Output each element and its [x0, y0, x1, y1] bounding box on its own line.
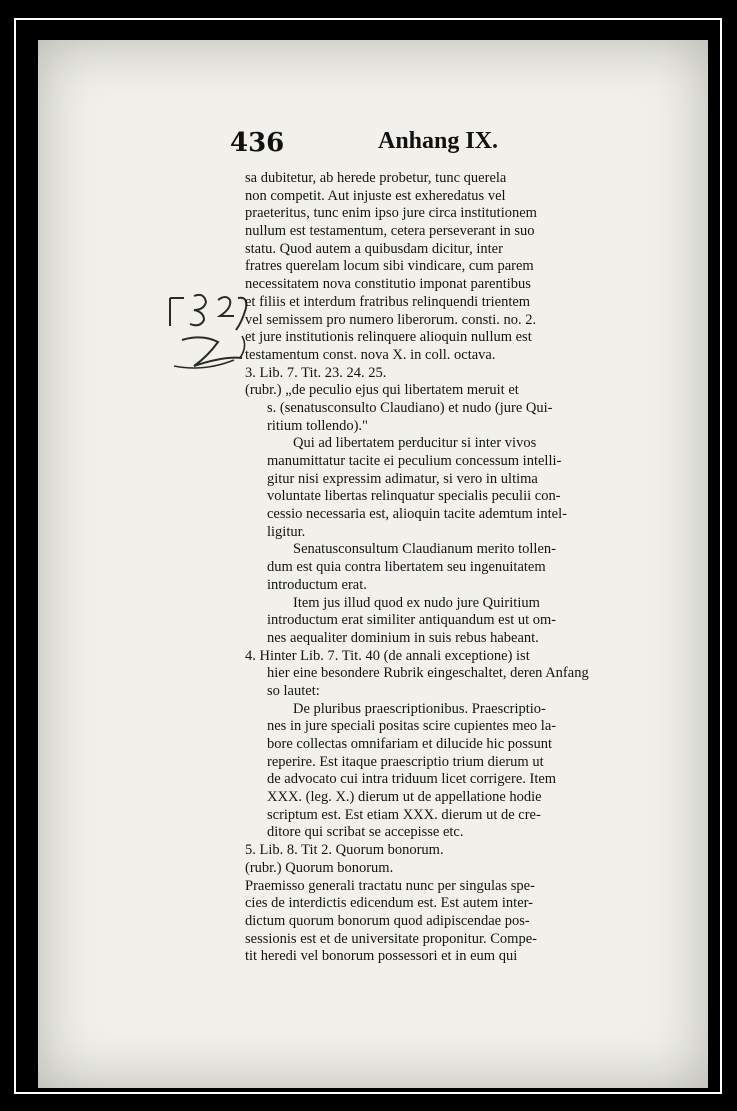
text-line: ritium tollendo)." [267, 417, 368, 434]
text-line: fratres querelam locum sibi vindicare, cum parem [245, 258, 534, 275]
page-header [230, 128, 560, 164]
text-line: ligitur. [267, 523, 306, 540]
text-line: cies de interdictis edicendum est. Est autem inter- [245, 895, 534, 912]
text-line: nes aequaliter dominium in suis rebus habeant. [267, 629, 539, 646]
text-line: praeteritus, tunc enim ipso jure circa institutionem [245, 205, 537, 222]
text-line: vel semissem pro numero liberorum. consti. no. 2. [245, 311, 537, 328]
text-line: nes in jure speciali positas scire cupientes meo la- [267, 718, 557, 735]
text-line: reperire. Est itaque praescriptio trium dierum ut [267, 753, 544, 770]
text-line: et jure institutionis relinquere alioquin nullum est [245, 329, 532, 346]
text-line: scriptum est. Est etiam XXX. dierum ut de cre- [267, 806, 541, 823]
text-line: hier eine besondere Rubrik eingeschaltet, deren Anfang [267, 665, 589, 682]
text-line: gitur nisi expressim adimatur, si vero in ultima [267, 470, 538, 487]
text-line: Qui ad libertatem perducitur si inter vivos [293, 435, 537, 452]
text-line: ditore qui scribat se accepisse etc. [267, 824, 464, 841]
text-line: s. (senatusconsulto Claudiano) et nudo (jure Qui- [267, 399, 553, 416]
section-heading: 3. Lib. 7. Tit. 23. 24. 25. [245, 364, 387, 381]
text-line: XXX. (leg. X.) dierum ut de appellatione hodie [267, 789, 542, 806]
text-line: bore collectas omnifariam et dilucide hic possunt [267, 736, 553, 752]
text-line: necessitatem nova constitutio imponat parentibus [245, 276, 531, 293]
text-line: et filiis et interdum fratribus relinquendi trientem [245, 293, 531, 310]
text-line: nullum est testamentum, cetera perseverant in suo [245, 223, 535, 240]
page-title: Anhang IX. [378, 128, 499, 154]
text-line: Praemisso generali tractatu nunc per singulas spe- [245, 877, 535, 894]
text-line: Senatusconsultum Claudianum merito tollen- [293, 541, 556, 558]
section-heading: 4. Hinter Lib. 7. Tit. 40 (de annali exceptione) ist [245, 647, 530, 664]
text-line: (rubr.) Quorum bonorum. [245, 859, 394, 876]
text-line: manumittatur tacite ei peculium concessum intelli- [267, 453, 562, 469]
text-line: statu. Quod autem a quibusdam dicitur, inter [245, 240, 503, 257]
text-line: introductum erat. [267, 576, 367, 593]
text-line: introductum erat similiter antiquandum est ut om- [267, 612, 557, 629]
text-line: de advocato cui intra triduum licet corrigere. Item [267, 771, 557, 788]
section-heading: 5. Lib. 8. Tit 2. Quorum bonorum. [245, 842, 444, 859]
text-line: so lautet: [267, 682, 320, 699]
text-line: (rubr.) „de peculio ejus qui libertatem meruit et [245, 382, 519, 399]
text-line: sessionis est et de universitate proponitur. Compe- [245, 930, 537, 947]
text-line: Item jus illud quod ex nudo jure Quiritium [293, 594, 540, 611]
text-line: testamentum const. nova X. in coll. octava. [245, 346, 496, 363]
text-line: De pluribus praescriptionibus. Praescriptio- [293, 700, 546, 717]
text-line: voluntate libertas relinquatur specialis peculii con- [267, 488, 561, 505]
body-text [245, 170, 650, 966]
page-number: 436 [230, 128, 285, 158]
text-line: non competit. Aut injuste est exheredatus vel [245, 187, 506, 204]
text-line: tit heredi vel bonorum possessori et in eum qui [245, 948, 518, 965]
text-line: dum est quia contra libertatem seu ingenuitatem [267, 559, 546, 576]
text-line: sa dubitetur, ab herede probetur, tunc querela [245, 170, 507, 186]
text-line: cessio necessaria est, alioquin tacite ademtum intel- [267, 506, 567, 523]
text-line: dictum quorum bonorum quod adipiscendae pos- [245, 912, 530, 929]
